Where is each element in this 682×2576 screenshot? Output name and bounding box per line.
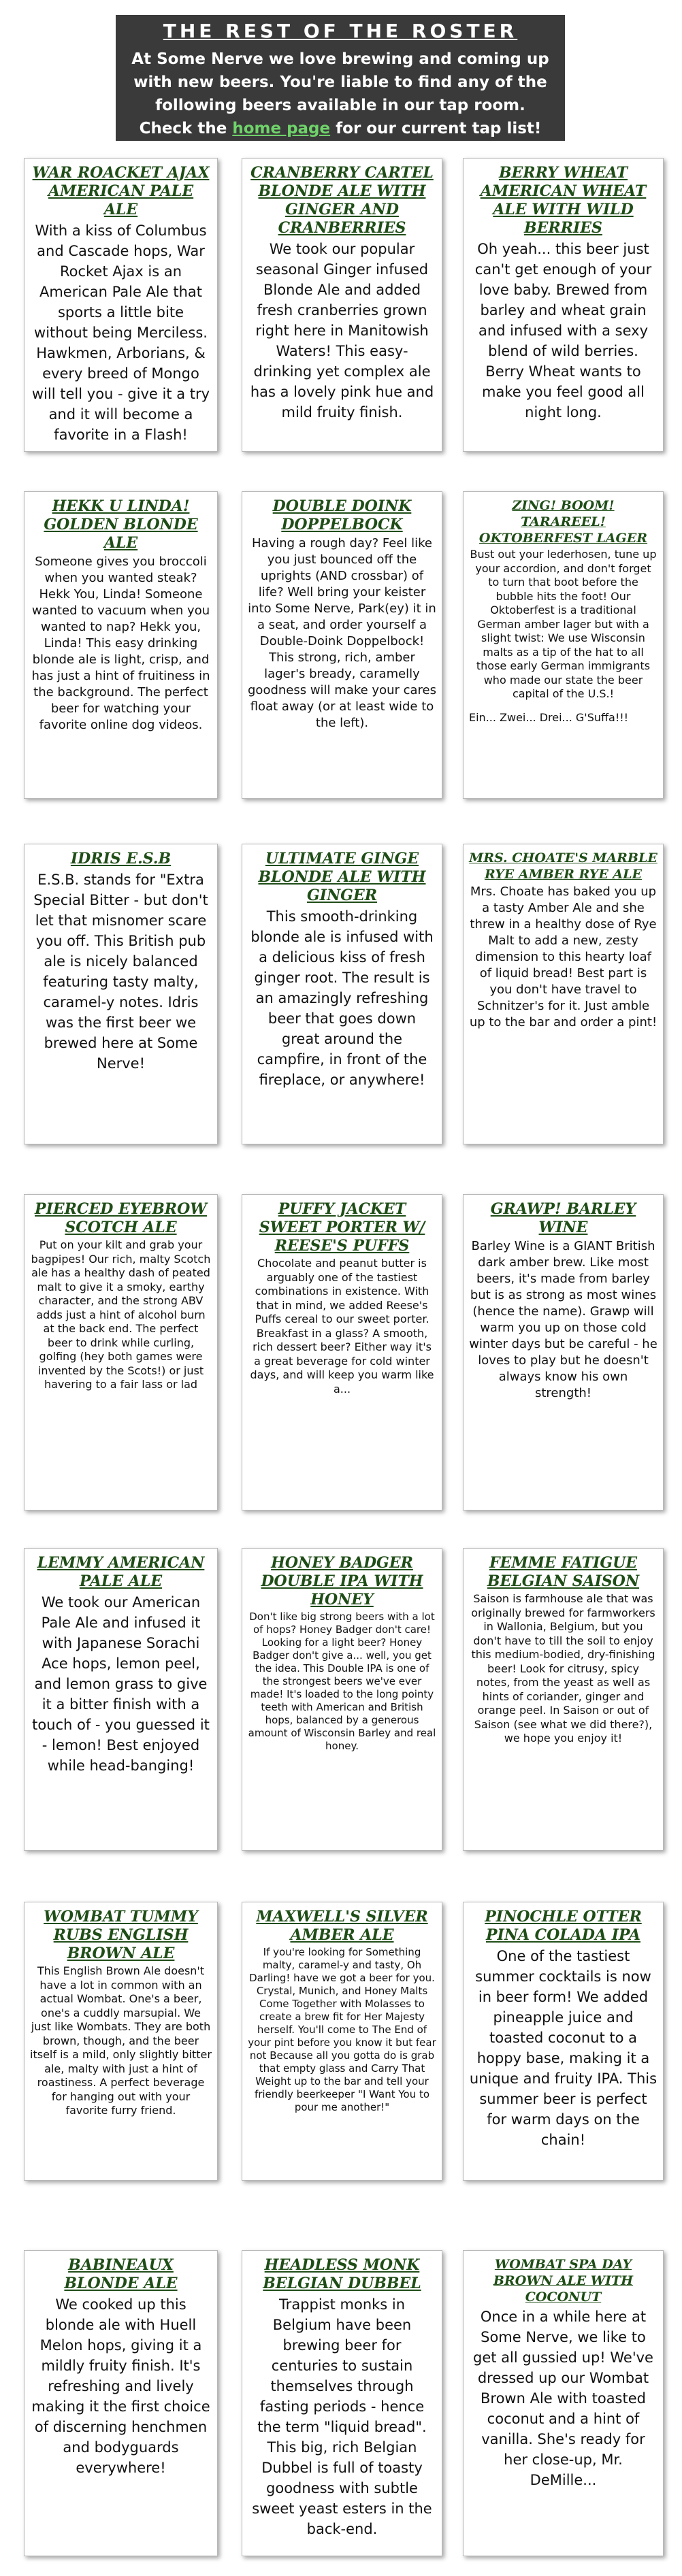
beer-description: We took our American Pale Ale and infused it with Japanese Sorachi Ace hops, lemon peel, and lemon grass to give it a bitter finish with a touch of - you guessed it - lemon! Best enjoyed while head-banging!: [32, 1594, 210, 1774]
beer-name: DOUBLE DOINK DOPPELBOCK: [272, 497, 412, 533]
beer-card-berry-wheat: [463, 158, 664, 452]
beer-card-cranberry-cartel: [242, 158, 442, 452]
beer-card-babineaux: [24, 2250, 218, 2556]
beer-card-double-doink: [242, 491, 442, 799]
beer-card-honey-badger: [242, 1548, 442, 1851]
beer-description: Having a rough day? Feel like you just bounced off the uprights (AND crossbar) of life? Well bring your keister into Some Nerve, Park(ey) it in a seat, and order yourself a Double-Doink Doppelbock! This strong, rich, amber lager's bready, caramelly goodness will make your cares float away (or at least wide to the left).: [248, 536, 437, 730]
beer-card-grawp: [463, 1194, 664, 1510]
beer-name: HEKK U LINDA! GOLDEN BLONDE ALE: [44, 497, 198, 552]
beer-description-tail: Ein... Zwei... Drei... G'Suffa!!!: [469, 710, 629, 724]
beer-description: We took our popular seasonal Ginger infused Blonde Ale and added fresh cranberries grown right here in Manitowish Waters! This easy-drinking yet complex ale has a lovely pink hue and mild fruity finish.: [250, 241, 434, 420]
beer-name: FEMME FATIGUE BELGIAN SAISON: [487, 1554, 640, 1590]
beer-description: Once in a while here at Some Nerve, we like to get all gussied up! We've dressed up our Wombat Brown Ale with toasted coconut and a hint of vanilla. She's ready for her close-up, Mr. DeMille...: [473, 2309, 653, 2488]
beer-name: CRANBERRY CARTEL BLONDE ALE WITH GINGER AND CRANBERRIES: [250, 164, 434, 237]
beer-name: BABINEAUX BLONDE ALE: [64, 2256, 178, 2292]
beer-description: Don't like big strong beers with a lot of hops? Honey Badger don't care! Looking for a light beer? Honey Badger don't give a... well, you get the idea. This Double IPA is one of the strongest beers we've ever made! It's loaded to the long pointy teeth with American and British hops, balanced by a generous amount of Wisconsin Barley and real honey.: [248, 1611, 436, 1752]
beer-description: This English Brown Ale doesn't have a lot in common with an actual Wombat. One's a beer, one's a cuddly marsupial. We just like Wombats. They are both brown, though, and the beer itself is a mild, only slightly bitter ale, malty with just a hint of roastiness. A perfect beverage for hanging out with your favorite furry friend.: [30, 1964, 212, 2117]
beer-card-ultimate-ginge: [242, 844, 442, 1144]
beer-name: WOMBAT SPA DAY BROWN ALE WITH COCONUT: [493, 2257, 634, 2305]
beer-name: HONEY BADGER DOUBLE IPA WITH HONEY: [261, 1554, 423, 1608]
beer-card-idris: [24, 844, 218, 1144]
intro-line-2: with new beers. You're liable to find any of the: [133, 73, 547, 91]
beer-name: PINOCHLE OTTER PINA COLADA IPA: [485, 1908, 642, 1944]
check-suffix: for our current tap list!: [330, 120, 542, 137]
beer-name: HEADLESS MONK BELGIAN DUBBEL: [263, 2256, 421, 2292]
beer-name: PIERCED EYEBROW SCOTCH ALE: [35, 1200, 207, 1236]
beer-description: Oh yeah... this beer just can't get enough of your love baby. Brewed from barley and wheat grain and infused with a sexy blend of wild berries. Berry Wheat wants to make you feel good all night long.: [474, 241, 652, 420]
beer-card-wombat-tummy-rubs: [24, 1902, 218, 2181]
beer-description: If you're looking for Something malty, caramel-y and tasty, Oh Darling! have we got a beer for you. Crystal, Munich, and Honey Malts Come Together with Molasses to create a brew fit for Her Majesty herself. You'll come to The End of your pint before you know it but fear not Because all you gotta do is grab that empty glass and Carry That Weight up to the bar and tell your friendly beerkeeper "I Want You to pour me another!": [248, 1946, 436, 2113]
beer-card-maxwells-silver: [242, 1902, 442, 2181]
beer-card-headless-monk: [242, 2250, 442, 2556]
beer-description: Chocolate and peanut butter is arguably one of the tastiest combinations in existence. With that in mind, we added Reese's Puffs cereal to our sweet porter. Breakfast in a glass? A smooth, rich dessert beer? Either way it's a great beverage for cold winter days, and will keep you warm like a...: [250, 1257, 434, 1396]
beer-card-femme-fatigue: [463, 1548, 664, 1851]
beer-name: PUFFY JACKET SWEET PORTER W/ REESE'S PUFFS: [259, 1200, 425, 1255]
home-page-link[interactable]: home page: [232, 120, 331, 137]
beer-name: MRS. CHOATE'S MARBLE RYE AMBER RYE ALE: [469, 851, 657, 882]
beer-card-wombat-spa-day: [463, 2250, 664, 2556]
beer-description: E.S.B. stands for "Extra Special Bitter - but don't let that misnomer scare you off. This British pub ale is nicely balanced featuring tasty malty, caramel-y notes. Idris was the first beer we brewed here at Some Nerve!: [33, 872, 208, 1072]
beer-card-pinochle-otter: [463, 1902, 664, 2181]
beer-name: WOMBAT TUMMY RUBS ENGLISH BROWN ALE: [44, 1908, 198, 1962]
beer-description: Someone gives you broccoli when you wanted steak? Hekk You, Linda! Someone wanted to vacuum when you wanted to nap? Hekk you, Linda! This easy drinking blonde ale is light, crisp, and has just a hint of fruitiness in the background. The perfect beer for watching your favorite online dog videos.: [31, 555, 210, 732]
beer-name: IDRIS E.S.B: [70, 850, 172, 868]
beer-name: ULTIMATE GINGE BLONDE ALE WITH GINGER: [258, 850, 426, 904]
beer-name: LEMMY AMERICAN PALE ALE: [37, 1554, 205, 1590]
beer-card-hekk-u-linda: [24, 491, 218, 799]
intro-line-1: At Some Nerve we love brewing and coming up: [131, 50, 549, 68]
beer-card-puffy-jacket: [242, 1194, 442, 1510]
beer-description: Bust out your lederhosen, tune up your accordion, and don't forget to turn that boot before the bubble hits the foot! Our Oktoberfest is a traditional German amber lager but with a slight twist: We use Wisconsin malts as a tip of the hat to all those early German immigrants who made our state the beer capital of the U.S.!: [470, 548, 657, 700]
beer-card-pierced-eyebrow: [24, 1194, 218, 1510]
beer-description: We cooked up this blonde ale with Huell Melon hops, giving it a mildly fruity finish. It's refreshing and lively making it the first choice of discerning henchmen and bodyguards everywhere!: [31, 2296, 210, 2476]
beer-card-lemmy: [24, 1548, 218, 1851]
beer-description: Mrs. Choate has baked you up a tasty Amber Ale and she threw in a healthy dose of Rye Malt to add a new, zesty dimension to this hearty loaf of liquid bread! Best part is you don't have travel to Schnitzer's for it. Just amble up to the bar and order a pint!: [469, 885, 657, 1029]
beer-card-war-rocket-ajax: [24, 158, 218, 452]
beer-name: WAR ROACKET AJAX AMERICAN PALE ALE: [32, 164, 210, 218]
beer-description: One of the tastiest summer cocktails is now in beer form! We added pineapple juice and toasted coconut to a hoppy base, making it a unique and fruity IPA. This summer beer is perfect for warm days on the chain!: [469, 1948, 657, 2148]
beer-name: MAXWELL'S SILVER AMBER ALE: [256, 1908, 428, 1944]
beer-name: ZING! BOOM! TARAREEL! OKTOBERFEST LAGER: [478, 498, 648, 546]
beer-description: Barley Wine is a GIANT British dark amber brew. Like most beers, it's made from barley but is as strong as most wines (hence the name). Grawp will warm you up on those cold winter days but be careful - he loves to play but he doesn't always know his own strength!: [469, 1239, 657, 1400]
check-prefix: Check the: [139, 120, 233, 137]
beer-description: With a kiss of Columbus and Cascade hops, War Rocket Ajax is an American Pale Ale that sports a little bite without being Merciless. Hawkmen, Arborians, & every breed of Mongo will tell you - give it a try and it will become a favorite in a Flash!: [31, 222, 210, 443]
beer-description: Put on your kilt and grab your bagpipes! Our rich, malty Scotch ale has a healthy dash of peated malt to give it a smoky, earthy character, and the strong ABV adds just a hint of alcohol burn at the back end. The perfect beer to drink while curling, golfing (hey both games were invented by the Scots!) or just havering to a fair lass or lad: [31, 1238, 211, 1391]
beer-description: This smooth-drinking blonde ale is infused with a delicious kiss of fresh ginger root. The result is an amazingly refreshing beer that goes down great around the campfire, in front of the fireplace, or anywhere!: [250, 908, 434, 1088]
beer-description: Saison is farmhouse ale that was originally brewed for farmworkers in Wallonia, Belgium, but you don't have to till the soil to enjoy this medium-bodied, dry-finishing beer! Look for citrusy, spicy notes, from the yeast as well as hints of coriander, ginger and orange peel. In Saison or out of Saison (see what we did there?), we hope you enjoy it!: [471, 1592, 655, 1745]
beer-description: Trappist monks in Belgium have been brewing beer for centuries to sustain themselves through fasting periods - hence the term "liquid bread". This big, rich Belgian Dubbel is full of toasty goodness with subtle sweet yeast esters in the back-end.: [252, 2296, 432, 2537]
beer-card-oktoberfest: [463, 491, 664, 799]
beer-card-mrs-choates: [463, 844, 664, 1144]
beer-name: BERRY WHEAT AMERICAN WHEAT ALE WITH WILD BERRIES: [480, 164, 647, 237]
beer-name: GRAWP! BARLEY WINE: [490, 1200, 636, 1236]
roster-title: THE REST OF THE ROSTER: [163, 20, 518, 42]
intro-line-3: following beers available in our tap room.: [155, 97, 525, 114]
